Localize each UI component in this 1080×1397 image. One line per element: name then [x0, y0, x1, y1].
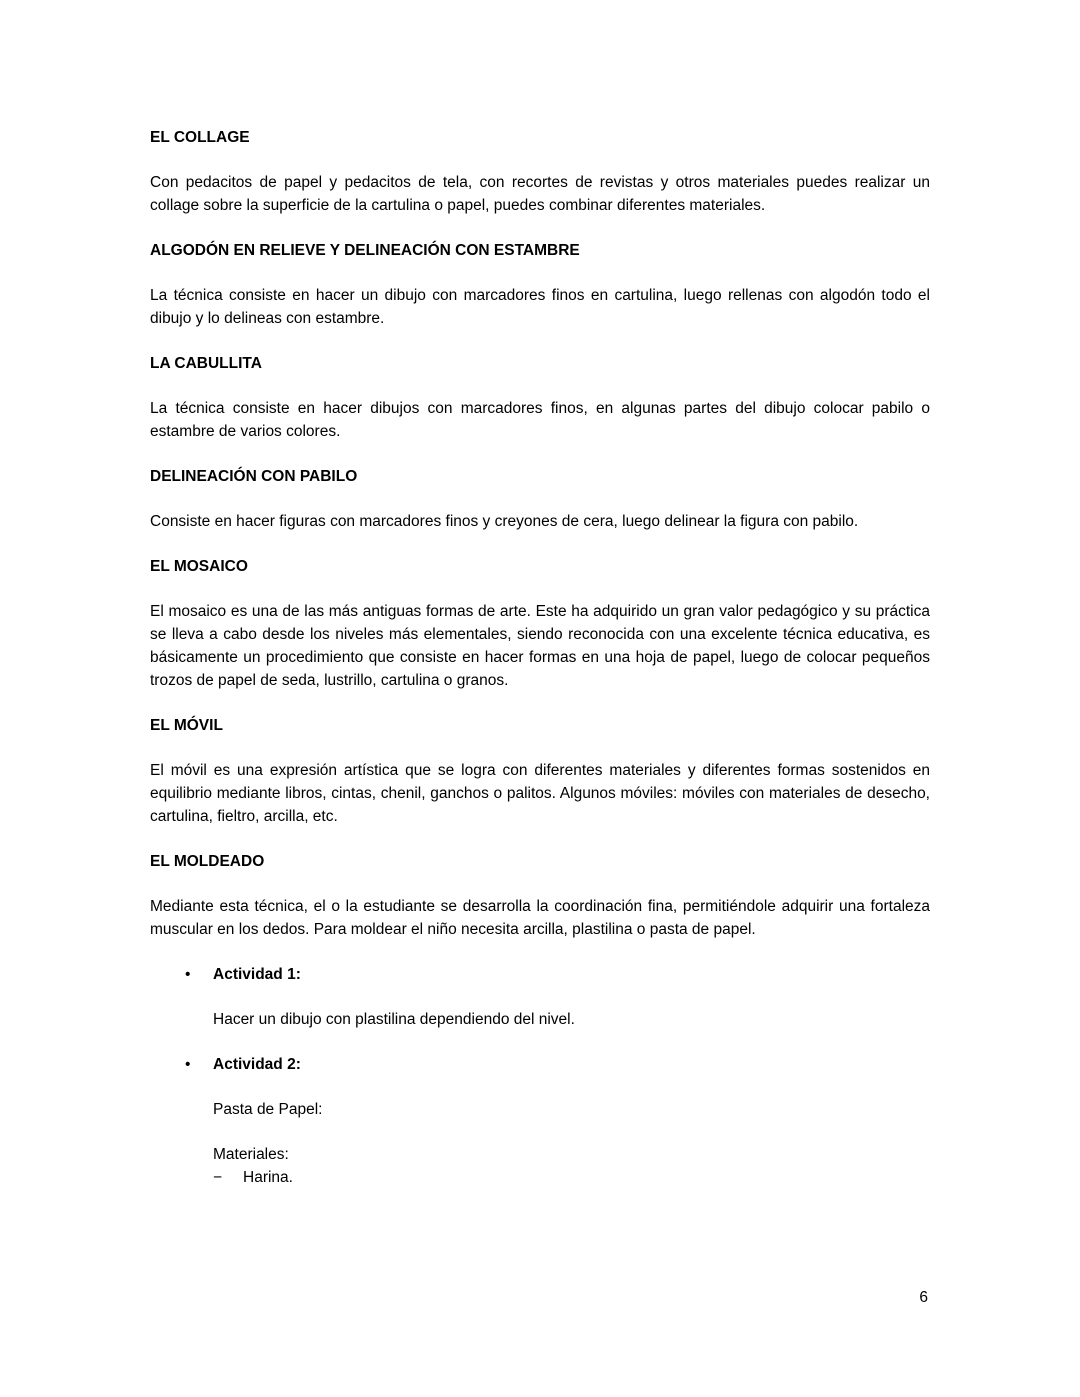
section-paragraph: Mediante esta técnica, el o la estudiante se desarrolla la coordinación fina, permitiéndole adquirir una fortaleza muscular en los dedos. Para moldear el niño necesita arcilla, plastilina o pasta de papel.: [150, 898, 930, 938]
section-paragraph: El móvil es una expresión artística que se logra con diferentes materiales y diferentes formas sostenidos en equilibrio mediante libros, cintas, chenil, ganchos o palitos. Algunos móviles: móviles con materiales de desecho, cartulina, fieltro, arcilla, etc.: [150, 762, 930, 825]
activity-paragraph: Hacer un dibujo con plastilina dependiendo del nivel.: [213, 1011, 575, 1028]
activity-paragraph: Pasta de Papel:: [213, 1101, 323, 1118]
section-heading-el-mosaico: EL MOSAICO: [150, 558, 248, 575]
activity-paragraph: Materiales:: [213, 1146, 289, 1163]
activity-label: Actividad 1:: [213, 966, 301, 983]
section-paragraph: Con pedacitos de papel y pedacitos de tela, con recortes de revistas y otros materiales puedes realizar un collage sobre la superficie de la cartulina o papel, puedes combinar diferentes materiales.: [150, 174, 930, 214]
section-heading-el-moldeado: EL MOLDEADO: [150, 853, 265, 870]
section-paragraph: La técnica consiste en hacer dibujos con marcadores finos, en algunas partes del dibujo colocar pabilo o estambre de varios colores.: [150, 400, 930, 440]
dash-item-text: Harina.: [243, 1169, 293, 1186]
activity-item-1: [185, 963, 930, 986]
activities-list: [150, 963, 930, 1189]
section-heading-el-collage: EL COLLAGE: [150, 129, 250, 146]
section-heading-el-movil: EL MÓVIL: [150, 717, 223, 734]
section-paragraph: El mosaico es una de las más antiguas formas de arte. Este ha adquirido un gran valor pedagógico y su práctica se lleva a cabo desde los niveles más elementales, siendo reconocida con una excelente técnica educativa, es básicamente un procedimiento que consiste en hacer formas en una hoja de papel, luego de colocar pequeños trozos de papel de seda, lustrillo, cartulina o granos.: [150, 603, 930, 689]
dash-icon: −: [213, 1169, 223, 1186]
document-content: [150, 126, 930, 1211]
dash-list-item: [213, 1166, 930, 1189]
section-heading-la-cabullita: LA CABULLITA: [150, 355, 262, 372]
section-heading-delineacion-con-pabilo: DELINEACIÓN CON PABILO: [150, 468, 358, 485]
section-heading-algodon: ALGODÓN EN RELIEVE Y DELINEACIÓN CON ESTAMBRE: [150, 242, 580, 259]
activity-item-2: [185, 1053, 930, 1076]
section-paragraph: La técnica consiste en hacer un dibujo con marcadores finos en cartulina, luego rellenas con algodón todo el dibujo y lo delineas con estambre.: [150, 287, 930, 327]
page-number: 6: [919, 1289, 928, 1306]
bullet-icon: •: [185, 966, 191, 983]
section-paragraph: Consiste en hacer figuras con marcadores finos y creyones de cera, luego delinear la figura con pabilo.: [150, 513, 859, 530]
activity-label: Actividad 2:: [213, 1056, 301, 1073]
bullet-icon: •: [185, 1056, 191, 1073]
